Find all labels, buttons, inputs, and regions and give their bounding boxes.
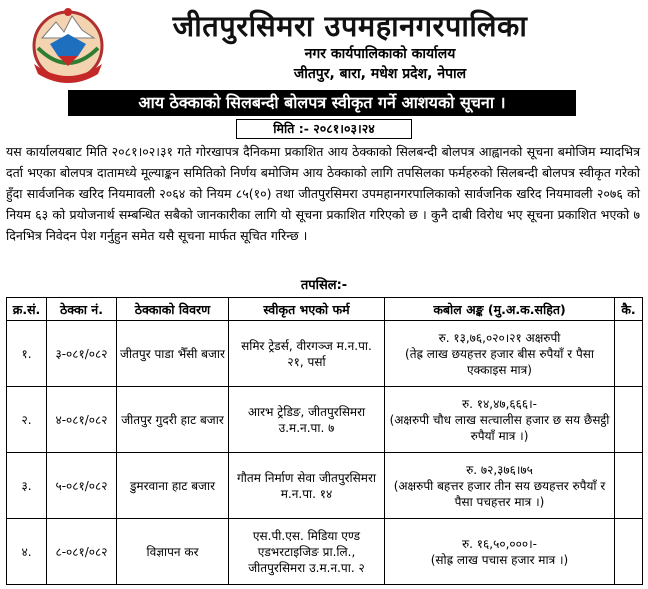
- notice-date: मिति :- २०८१।०३।२४: [236, 119, 412, 139]
- cell-contract-no: ४-०८१/०८२: [47, 387, 117, 453]
- cell-firm: गौतम निर्माण सेवा जीतपुरसिमरा म.न.पा. १४: [229, 453, 385, 519]
- amount-figure: रु. १४,४७,६६६।-: [462, 396, 537, 411]
- cell-remarks: [615, 321, 643, 387]
- amount-words: (तेह्र लाख छयहत्तर हजार बीस रुपैयाँ र पैसा एक्काइस मात्र): [405, 346, 594, 377]
- table-header-row: [7, 298, 643, 321]
- cell-sn: २.: [7, 387, 47, 453]
- cell-sn: ४.: [7, 519, 47, 585]
- col-header-remarks: कै.: [615, 298, 643, 321]
- amount-figure: रु. १३,७६,०२०।२१ अक्षरुपी: [438, 330, 561, 345]
- contract-table: [6, 297, 643, 585]
- cell-description: डुमरवाना हाट बजार: [117, 453, 229, 519]
- cell-remarks: [615, 453, 643, 519]
- cell-contract-no: ५-०८१/०८२: [47, 453, 117, 519]
- amount-figure: रु. १६,५०,०००।-: [462, 536, 537, 551]
- cell-firm: एस.पी.एस. मिडिया एण्ड एडभरटाइजिङ प्रा.लि., जीतपुरसिमरा उ.म.न.पा. २: [229, 519, 385, 585]
- amount-words: (सोह्र लाख पचास हजार मात्र ।): [430, 552, 569, 567]
- cell-amount: [385, 453, 615, 519]
- table-row: [7, 321, 643, 387]
- cell-firm: समिर ट्रेडर्स, वीरगञ्ज म.न.पा. २१, पर्सा: [229, 321, 385, 387]
- cell-amount: [385, 321, 615, 387]
- table-row: [7, 453, 643, 519]
- tapsil-heading: तपसिल:-: [300, 278, 348, 293]
- office-name: नगर कार्यपालिकाको कार्यालय: [304, 46, 456, 62]
- cell-sn: ३.: [7, 453, 47, 519]
- col-header-contract-no: ठेक्का नं.: [47, 298, 117, 321]
- cell-description: जीतपुर पाडा भैँसी बजार: [117, 321, 229, 387]
- notice-header: [0, 0, 648, 88]
- notice-title: आय ठेक्काको सिलबन्दी बोलपत्र स्वीकृत गर्ने आशयको सूचना ।: [68, 90, 576, 116]
- col-header-sn: क्र.सं.: [7, 298, 47, 321]
- org-name: जीतपुरसिमरा उपमहानगरपालिका: [172, 9, 528, 43]
- cell-sn: १.: [7, 321, 47, 387]
- nepal-emblem-icon: [28, 4, 108, 84]
- cell-description: जीतपुर गुदरी हाट बजार: [117, 387, 229, 453]
- cell-remarks: [615, 519, 643, 585]
- amount-words: (अक्षरुपी चौध लाख सत्चालीस हजार छ सय छैसट्ठी रुपैयाँ मात्र ।): [389, 412, 610, 443]
- col-header-amount: कबोल अङ्क (मु.अ.क.सहित): [385, 298, 615, 321]
- amount-figure: रु. ७२,३७६।७५: [466, 462, 533, 477]
- cell-amount: [385, 519, 615, 585]
- notice-body: यस कार्यालयबाट मिति २०८१।०२।३१ गते गोरखापत्र दैनिकमा प्रकाशित आय ठेक्काको सिलबन्दी बोलपत्र आह्वानको सूचना बमोजिम म्यादभित्र दर्ता भएका बोलपत्र दाताम‍ध्ये मूल्याङ्कन समितिको निर्णय बमोजिम आय ठेक्काको लागि तपसिलका फर्महरुको सिलबन्दी बोलपत्र स्वीकृत गरेको हुँदा सार्वजनिक खरिद नियमावली २०६४ को नियम ८५(१०) तथा जीतपुरसिमरा उपमहानगरपालिकाको सार्वजनिक खरिद नियमावली २०७६ को नियम ६३ को प्रयोजनार्थ सम्बन्धित सबैको जानकारीका लागि यो सूचना प्रकाशित गरिएको छ । कुनै दाबी विरोध भए सूचना प्रकाशित भएको ७ दिनभित्र निवेदन पेश गर्नुहुन समेत यसै सूचना मार्फत सूचित गरिन्छ ।: [6, 144, 640, 243]
- cell-firm: आरभ ट्रेडिङ, जीतपुरसिमरा उ.म.न.पा. ७: [229, 387, 385, 453]
- cell-amount: [385, 387, 615, 453]
- office-address: जीतपुर, बारा, मधेश प्रदेश, नेपाल: [293, 66, 467, 82]
- amount-words: (अक्षरुपी बहत्तर हजार तीन सय छयहत्तर रुपैयाँ र पैसा पचहत्तर मात्र ।): [393, 478, 606, 509]
- col-header-firm: स्वीकृत भएको फर्म: [229, 298, 385, 321]
- cell-contract-no: ८-०८१/०८२: [47, 519, 117, 585]
- table-row: [7, 387, 643, 453]
- table-row: [7, 519, 643, 585]
- col-header-description: ठेक्काको विवरण: [117, 298, 229, 321]
- cell-description: विज्ञापन कर: [117, 519, 229, 585]
- cell-remarks: [615, 387, 643, 453]
- cell-contract-no: ३-०८१/०८२: [47, 321, 117, 387]
